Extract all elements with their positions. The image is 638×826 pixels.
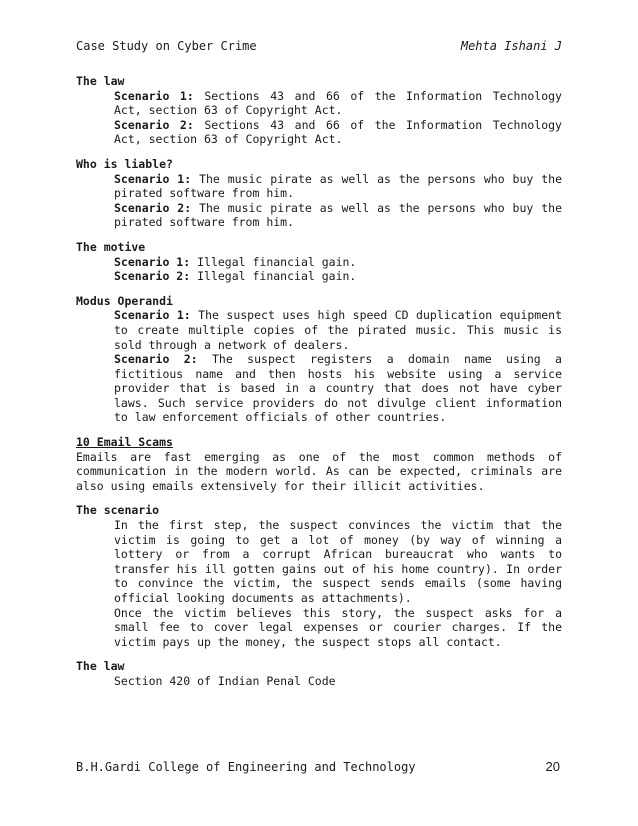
scenario-text: Sections 43 and 66 of the Information Technology Act, section 63 of Copyright Act. xyxy=(114,117,562,147)
scenario-1-paragraph xyxy=(114,308,562,352)
scenario-1-paragraph xyxy=(114,172,562,201)
scenario-2-paragraph xyxy=(114,201,562,230)
scenario-paragraph-1: In the first step, the suspect convinces the victim that the victim is going to get a lot of money (by way of winning a lottery or from a corrupt African bureaucrat who wants to transfer his ill gotten gains out of his home country). In order to convince the victim, the suspect sends emails (some having official looking documents as attachments). xyxy=(114,518,562,605)
email-scams-paragraph: Emails are fast emerging as one of the most common methods of communication in the modern world. As can be expected, criminals are also using emails extensively for their illicit activities. xyxy=(76,449,562,493)
section-modus-operandi xyxy=(76,294,562,425)
scenario-1-paragraph xyxy=(114,89,562,118)
section-heading: 10 Email Scams xyxy=(76,435,173,450)
section-liable xyxy=(76,157,562,230)
header-title: Case Study on Cyber Crime xyxy=(76,39,257,53)
page-number: 20 xyxy=(545,759,560,774)
scenario-1-paragraph xyxy=(114,255,562,270)
scenario-label: Scenario 1: xyxy=(114,254,191,269)
scenario-label: Scenario 2: xyxy=(114,352,198,367)
scenario-text: Illegal financial gain. xyxy=(190,269,357,284)
header-author: Mehta Ishani J xyxy=(460,39,562,53)
law-paragraph: Section 420 of Indian Penal Code xyxy=(114,673,336,688)
section-law xyxy=(76,74,562,147)
scenario-text: The music pirate as well as the persons who buy the pirated software from him. xyxy=(114,171,562,201)
section-motive xyxy=(76,240,562,284)
section-heading: The motive xyxy=(76,239,146,254)
scenario-paragraph-2: Once the victim believes this story, the suspect asks for a small fee to cover legal expenses or courier charges. If the victim pays up the money, the suspect stops all contact. xyxy=(114,605,562,649)
page-footer xyxy=(76,759,562,775)
scenario-text: Illegal financial gain. xyxy=(190,254,357,269)
scenario-2-paragraph xyxy=(114,269,562,284)
scenario-label: Scenario 2: xyxy=(114,117,194,132)
scenario-text: Sections 43 and 66 of the Information Technology Act, section 63 of Copyright Act. xyxy=(114,88,562,118)
page-body xyxy=(76,74,562,689)
scenario-label: Scenario 2: xyxy=(114,269,191,284)
section-email-scams xyxy=(76,435,562,493)
scenario-label: Scenario 1: xyxy=(114,88,194,103)
section-heading: The scenario xyxy=(76,503,160,518)
scenario-text: The suspect registers a domain name using a fictitious name and then hosts his website using a service provider that is based in a country that does not have cyber laws. Such service providers do not divulge client information to law enforcement officials of other countries. xyxy=(114,352,562,425)
scenario-2-paragraph xyxy=(114,352,562,425)
scenario-label: Scenario 1: xyxy=(114,308,191,323)
scenario-text: The suspect uses high speed CD duplication equipment to create multiple copies of the pirated music. This music is sold through a network of dealers. xyxy=(114,308,562,352)
scenario-2-paragraph xyxy=(114,118,562,147)
scenario-text: The music pirate as well as the persons who buy the pirated software from him. xyxy=(114,200,562,230)
page-header xyxy=(76,38,562,54)
scenario-label: Scenario 2: xyxy=(114,200,192,215)
section-heading: Who is liable? xyxy=(76,156,173,171)
section-law-2 xyxy=(76,659,562,688)
section-heading: Modus Operandi xyxy=(76,293,173,308)
scenario-label: Scenario 1: xyxy=(114,171,192,186)
section-heading: The law xyxy=(76,74,125,88)
section-scenario xyxy=(76,503,562,649)
footer-college: B.H.Gardi College of Engineering and Technology xyxy=(76,760,416,774)
section-heading: The law xyxy=(76,659,125,674)
